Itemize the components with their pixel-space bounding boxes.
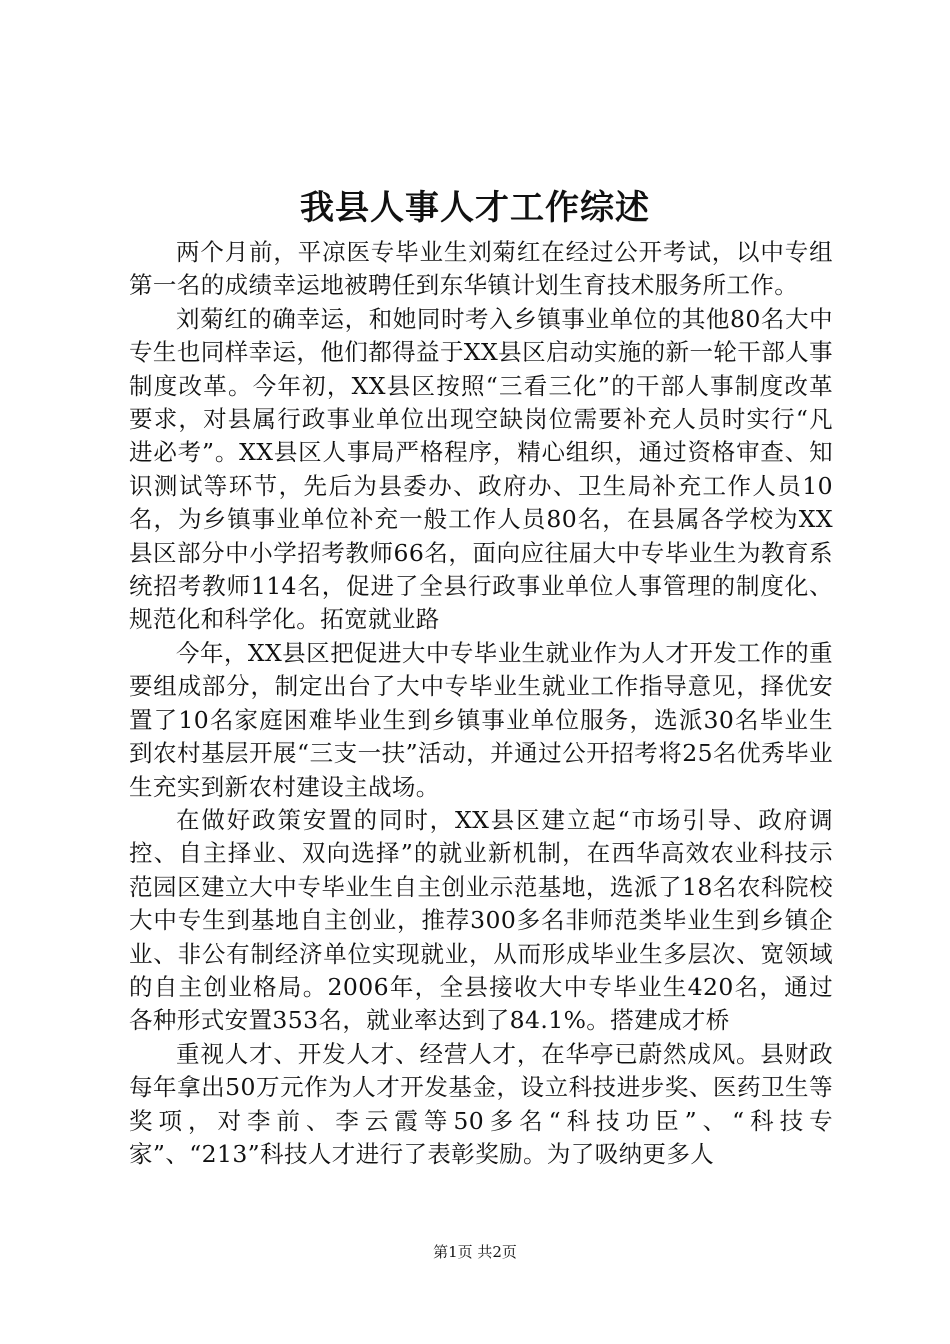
page-footer: 第1页 共2页 <box>433 1243 517 1261</box>
document-body <box>129 236 833 1171</box>
paragraph-1: 两个月前，平凉医专毕业生刘菊红在经过公开考试，以中专组第一名的成绩幸运地被聘任到东华镇计划生育技术服务所工作。 <box>129 238 833 300</box>
paragraph-2: 刘菊红的确幸运，和她同时考入乡镇事业单位的其他80名大中专生也同样幸运，他们都得益于XX县区启动实施的新一轮干部人事制度改革。今年初，XX县区按照“三看三化”的干部人事制度改革要求，对县属行政事业单位出现空缺岗位需要补充人员时实行“凡进必考”。XX县区人事局严格程序，精心组织，通过资格审查、知识测试等环节，先后为县委办、政府办、卫生局补充工作人员10名，为乡镇事业单位补充一般工作人员80名，在县属各学校为XX县区部分中小学招考教师66名，面向应往届大中专毕业生为教育系统招考教师114名，促进了全县行政事业单位人事管理的制度化、规范化和科学化。拓宽就业路 <box>129 304 833 634</box>
document-title: 我县人事人才工作综述 <box>300 188 650 228</box>
paragraph-3: 今年，XX县区把促进大中专毕业生就业作为人才开发工作的重要组成部分，制定出台了大中专毕业生就业工作指导意见，择优安置了10名家庭困难毕业生到乡镇事业单位服务，选派30名毕业生到农村基层开展“三支一扶”活动，并通过公开招考将25名优秀毕业生充实到新农村建设主战场。 <box>129 638 833 801</box>
paragraph-4: 在做好政策安置的同时，XX县区建立起“市场引导、政府调控、自主择业、双向选择”的就业新机制，在西华高效农业科技示范园区建立大中专毕业生自主创业示范基地，选派了18名农科院校大中专生到基地自主创业，推荐300多名非师范类毕业生到乡镇企业、非公有制经济单位实现就业，从而形成毕业生多层次、宽领域的自主创业格局。2006年，全县接收大中专毕业生420名，通过各种形式安置353名，就业率达到了84.1%。搭建成才桥 <box>129 805 833 1035</box>
paragraph-5: 重视人才、开发人才、经营人才，在华亭已蔚然成风。县财政每年拿出50万元作为人才开发基金，设立科技进步奖、医药卫生等奖项，对李前、李云霞等50多名“科技功臣”、“科技专家”、“213”科技人才进行了表彰奖励。为了吸纳更多人 <box>129 1039 834 1168</box>
